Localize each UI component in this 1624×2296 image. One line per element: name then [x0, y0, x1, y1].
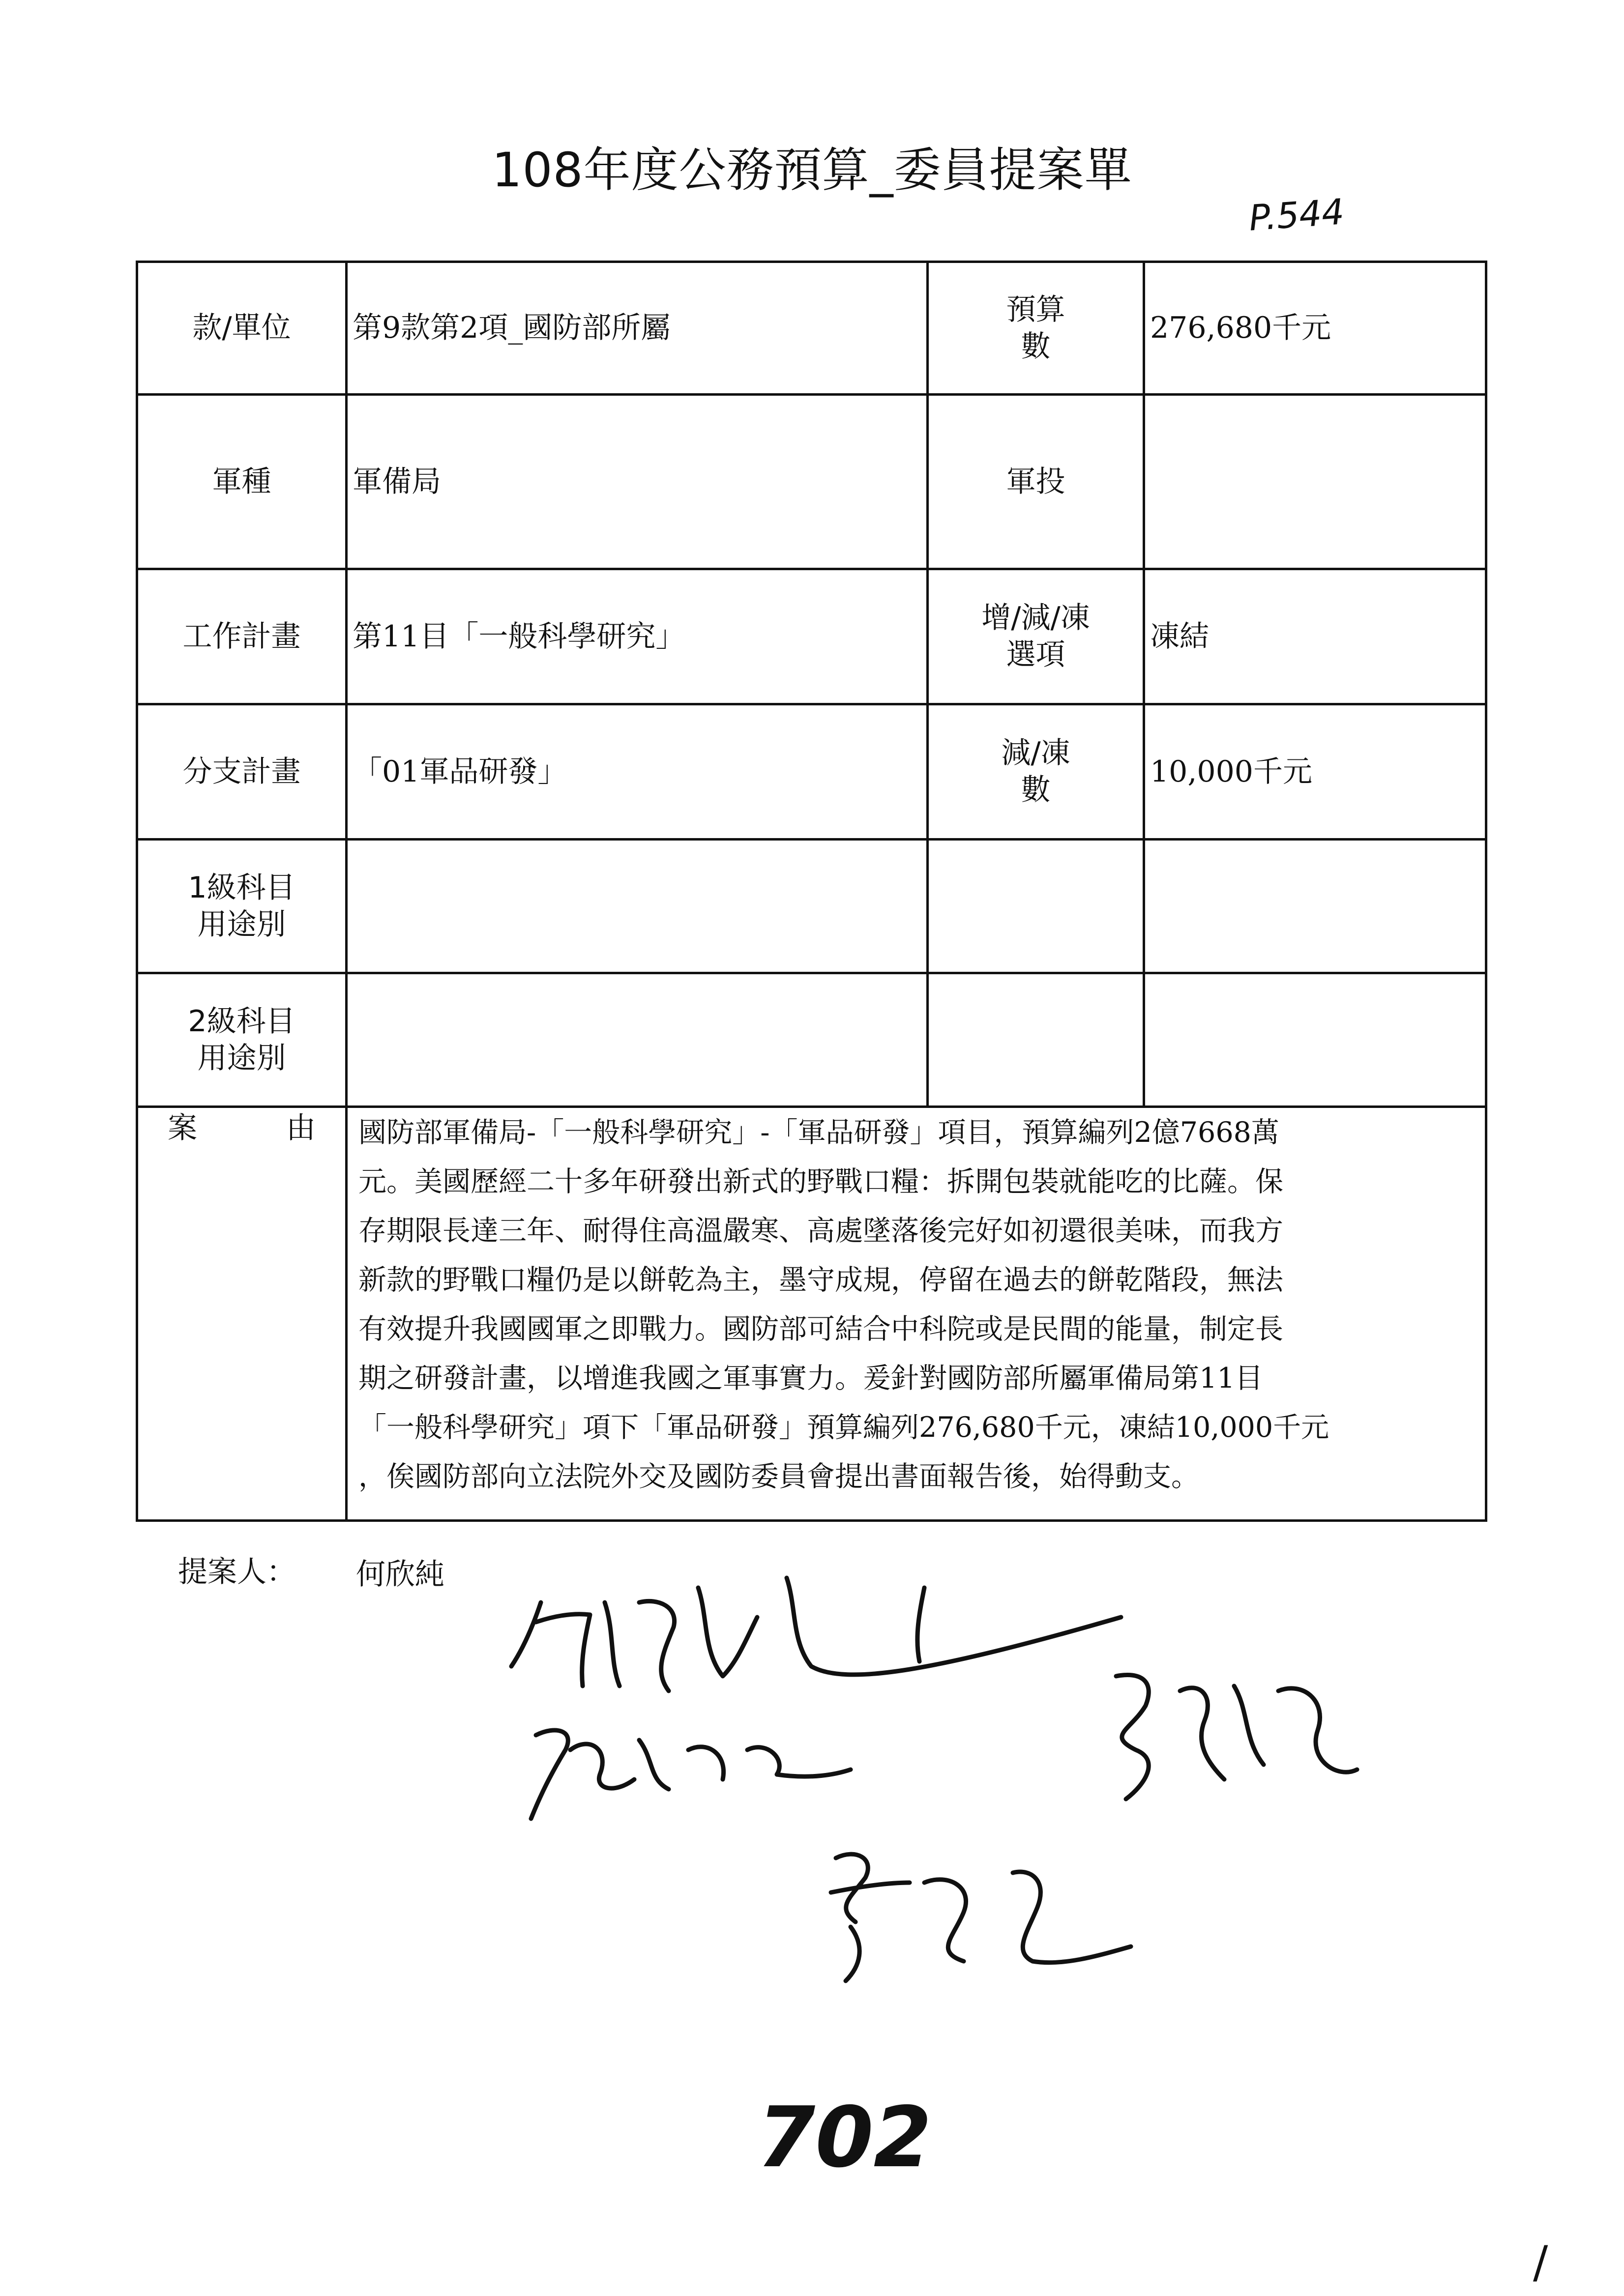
reason-label-char2: 由	[286, 1111, 316, 1145]
label-level1-subject-line2: 用途別	[197, 907, 286, 942]
signature-1	[511, 1578, 1121, 1691]
label-work-plan: 工作計畫	[137, 569, 347, 704]
reason-line-2: 元。美國歷經二十多年研發出新式的野戰口糧：拆開包裝就能吃的比薩。保	[358, 1165, 1283, 1198]
label-level2-subject-line1: 2級科目	[188, 1004, 295, 1039]
value-sub-plan: 「01軍品研發」	[347, 704, 928, 840]
label-budget-amount-line2: 數	[1021, 329, 1051, 364]
label-service: 軍種	[137, 395, 347, 569]
reason-line-1: 國防部軍備局-「一般科學研究」-「軍品研發」項目，預算編列2億7668萬	[358, 1116, 1279, 1149]
reason-line-6: 期之研發計畫，以增進我國之軍事實力。爰針對國防部所屬軍備局第11目	[358, 1362, 1263, 1395]
form-title: 108年度公務預算_委員提案單	[492, 143, 1132, 198]
reason-label-char1: 案	[168, 1111, 197, 1145]
label-reduce-freeze-amount-line2: 數	[1021, 773, 1051, 807]
reason-line-3: 存期限長達三年、耐得住高溫嚴寒、高處墜落後完好如初還很美味，而我方	[358, 1215, 1283, 1247]
footer-page-number: 702	[757, 2089, 932, 2186]
signature-2	[531, 1730, 851, 1819]
reason-line-5: 有效提升我國國軍之即戰力。國防部可結合中科院或是民間的能量，制定長	[358, 1313, 1283, 1345]
reason-line-8: ，俟國防部向立法院外交及國防委員會提出書面報告後，始得動支。	[358, 1460, 1199, 1493]
value-budget-amount: 276,680千元	[1144, 262, 1486, 395]
proposer-name: 何欣純	[356, 1557, 444, 1592]
value-reduce-freeze-amount: 10,000千元	[1144, 704, 1486, 840]
value-action-option: 凍結	[1144, 569, 1486, 704]
reason-line-7: 「一般科學研究」項下「軍品研發」預算編列276,680千元，凍結10,000千元	[358, 1411, 1329, 1444]
label-level1-subject-line1: 1級科目	[188, 870, 295, 905]
label-reduce-freeze-amount-line1: 減/凍	[1001, 736, 1070, 770]
signature-4	[831, 1854, 1131, 1981]
value-service: 軍備局	[347, 395, 928, 569]
value-work-plan: 第11目「一般科學研究」	[347, 569, 928, 704]
label-action-option-line1: 增/減/凍	[981, 601, 1090, 635]
corner-mark: /	[1533, 2237, 1548, 2288]
label-level2-subject-line2: 用途別	[197, 1041, 286, 1075]
label-unit: 款/單位	[137, 262, 347, 395]
signature-3	[1116, 1675, 1357, 1800]
label-action-option-line2: 選項	[1006, 638, 1065, 672]
label-budget-amount-line1: 預算	[1006, 292, 1065, 327]
page-mark-handwritten: P.544	[1247, 191, 1346, 239]
reason-line-4: 新款的野戰口糧仍是以餅乾為主，墨守成規，停留在過去的餅乾階段，無法	[358, 1264, 1283, 1296]
proposer-label: 提案人：	[178, 1555, 296, 1589]
label-military-investment-line1: 軍投	[1006, 464, 1065, 499]
value-unit: 第9款第2項_國防部所屬	[347, 262, 928, 395]
label-sub-plan: 分支計畫	[137, 704, 347, 840]
